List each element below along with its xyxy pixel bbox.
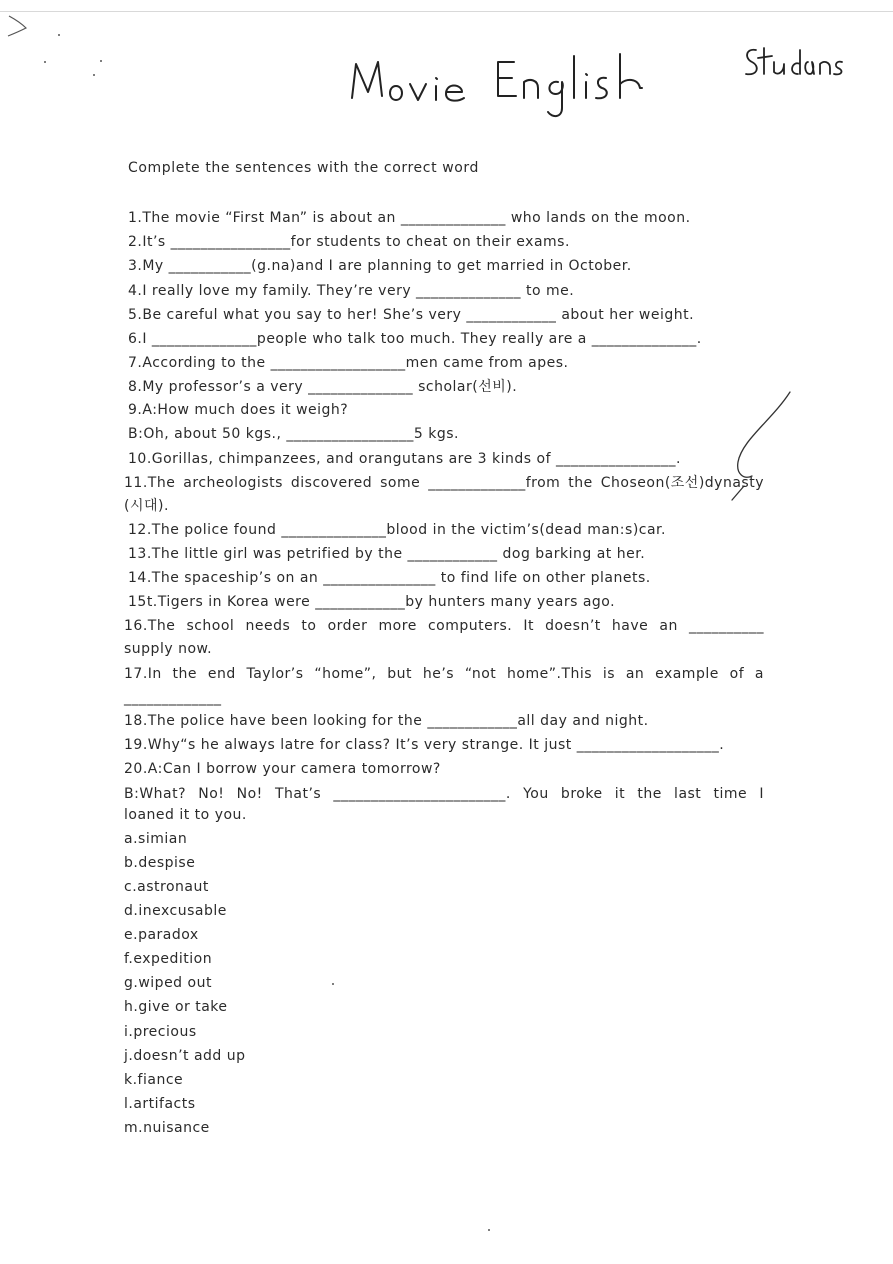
word-bank-item: b.despise [124,855,196,871]
word-bank-item: i.precious [124,1024,197,1040]
question-line: B:Oh, about 50 kgs., _________________5 kgs. [128,426,459,442]
corner-pen-mark [6,14,30,42]
handwritten-label [742,44,852,93]
question-line: B:What? No! No! That’s _______________________. You broke it the last time I [124,786,764,802]
question-line: 16.The school needs to order more computers. It doesn’t have an __________ [124,618,764,634]
question-line: 20.A:Can I borrow your camera tomorrow? [124,761,441,777]
question-line: 14.The spaceship’s on an _______________ to find life on other planets. [128,570,651,586]
word-bank-item: j.doesn’t add up [124,1048,246,1064]
question-line: supply now. [124,641,213,657]
scan-speck [44,61,46,63]
question-line: 10.Gorillas, chimpanzees, and orangutans are 3 kinds of ________________. [128,451,681,467]
word-bank-item: h.give or take [124,999,228,1015]
question-line: 11.The archeologists discovered some _____________from the Choseon(조선)dynasty [124,475,764,491]
word-bank-item: d.inexcusable [124,903,227,919]
question-line: 18.The police have been looking for the ____________all day and night. [124,713,649,729]
question-line: 2.It’s ________________for students to cheat on their exams. [128,234,570,250]
question-line: 8.My professor’s a very ______________ scholar(선비). [128,379,518,395]
scan-speck [332,983,334,985]
question-line: (시대). [124,498,169,514]
question-line: 9.A:How much does it weigh? [128,402,349,418]
question-line: 17.In the end Taylor’s “home”, but he’s “not home”.This is an example of a [124,666,764,682]
question-line: 15t.Tigers in Korea were ____________by hunters many years ago. [128,594,616,610]
question-line: 6.I ______________people who talk too much. They really are a ______________. [128,331,702,347]
scan-speck [58,34,60,36]
word-bank-item: a.simian [124,831,188,847]
question-line: 4.I really love my family. They’re very ______________ to me. [128,283,575,299]
word-bank-item: m.nuisance [124,1120,210,1136]
question-line: 5.Be careful what you say to her! She’s very ____________ about her weight. [128,307,695,323]
word-bank-item: c.astronaut [124,879,209,895]
question-line: _____________ [124,690,222,706]
question-line: 1.The movie “First Man” is about an ______________ who lands on the moon. [128,210,691,226]
word-bank-item: e.paradox [124,927,199,943]
question-line: 13.The little girl was petrified by the ____________ dog barking at her. [128,546,646,562]
question-line: 3.My ___________(g.na)and I are planning to get married in October. [128,258,632,274]
question-line: 12.The police found ______________blood in the victim’s(dead man:s)car. [128,522,666,538]
scan-speck [488,1229,490,1231]
word-bank-item: l.artifacts [124,1096,196,1112]
page-top-edge [0,11,893,12]
word-bank-item: g.wiped out [124,975,212,991]
scan-speck [100,60,102,62]
question-line: 7.According to the __________________men came from apes. [128,355,569,371]
word-bank-item: k.fiance [124,1072,184,1088]
handwritten-title [348,48,658,127]
scan-speck [93,74,95,76]
question-line: loaned it to you. [124,807,247,823]
question-line: 19.Why“s he always latre for class? It’s very strange. It just ___________________. [124,737,725,753]
instructions: Complete the sentences with the correct word [128,160,480,176]
word-bank-item: f.expedition [124,951,213,967]
